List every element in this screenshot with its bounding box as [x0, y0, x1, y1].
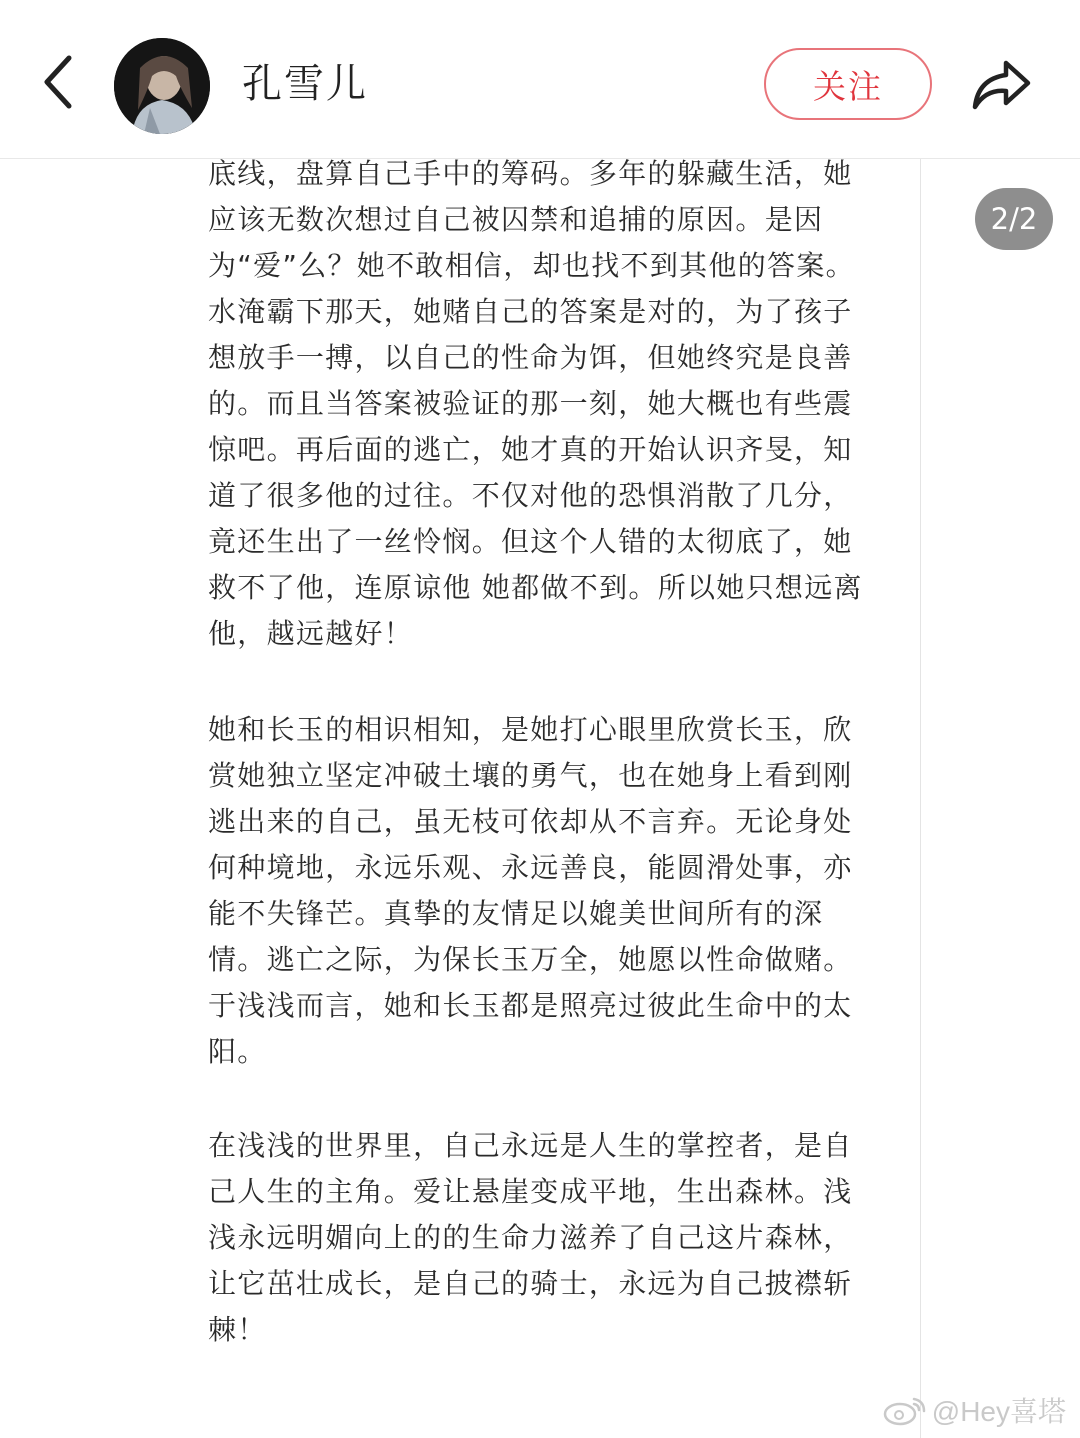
top-bar	[0, 0, 1080, 159]
article-paragraph	[208, 1123, 868, 1353]
share-arrow-icon	[970, 57, 1032, 111]
watermark	[882, 1390, 1066, 1430]
avatar[interactable]	[114, 38, 210, 134]
article-paragraph	[208, 151, 868, 657]
article-paragraph	[208, 707, 868, 1075]
article-image	[0, 159, 921, 1438]
avatar-image	[114, 38, 210, 134]
share-button[interactable]	[968, 54, 1034, 114]
paragraph-text: 底线，盘算自己手中的筹码。多年的躲藏生活，她应该无数次想过自己被囚禁和追捕的原因。是因为“爱”么？她不敢相信，却也找不到其他的答案。水淹霸下那天，她赌自己的答案是对的，为了孩子想放手一搏，以自己的性命为饵，但她终究是良善的。而且当答案被验证的那一刻，她大概也有些震惊吧。再后面的逃亡，她才真的开始认识齐旻，知道了很多他的过往。不仅对他的恐惧消散了几分，竟还生出了一丝怜悯。但这个人错的太彻底了，她救不了他，连原谅他 她都做不到。所以她只想远离他，越远越好！	[208, 157, 863, 650]
paragraph-text: 在浅浅的世界里，自己永远是人生的掌控者，是自己人生的主角。爱让悬崖变成平地，生出森林。浅浅永远明媚向上的的生命力滋养了自己这片森林，让它茁壮成长，是自己的骑士，永远为自己披襟斩棘！	[208, 1129, 853, 1346]
username[interactable]: 孔雪儿	[242, 61, 368, 107]
chevron-left-icon	[41, 54, 75, 110]
follow-button[interactable]: 关注	[764, 48, 932, 120]
image-viewer[interactable]	[0, 159, 1080, 1438]
page-counter-badge: 2/2	[975, 188, 1053, 250]
watermark-text: @Hey喜塔	[931, 1396, 1066, 1427]
weibo-logo-icon	[882, 1393, 928, 1427]
back-button[interactable]	[30, 52, 86, 112]
paragraph-text: 她和长玉的相识相知，是她打心眼里欣赏长玉，欣赏她独立坚定冲破土壤的勇气，也在她身上看到刚逃出来的自己，虽无枝可依却从不言弃。无论身处何种境地，永远乐观、永远善良，能圆滑处事，亦能不失锋芒。真挚的友情足以媲美世间所有的深情。逃亡之际，为保长玉万全，她愿以性命做赌。于浅浅而言，她和长玉都是照亮过彼此生命中的太阳。	[208, 713, 853, 1068]
